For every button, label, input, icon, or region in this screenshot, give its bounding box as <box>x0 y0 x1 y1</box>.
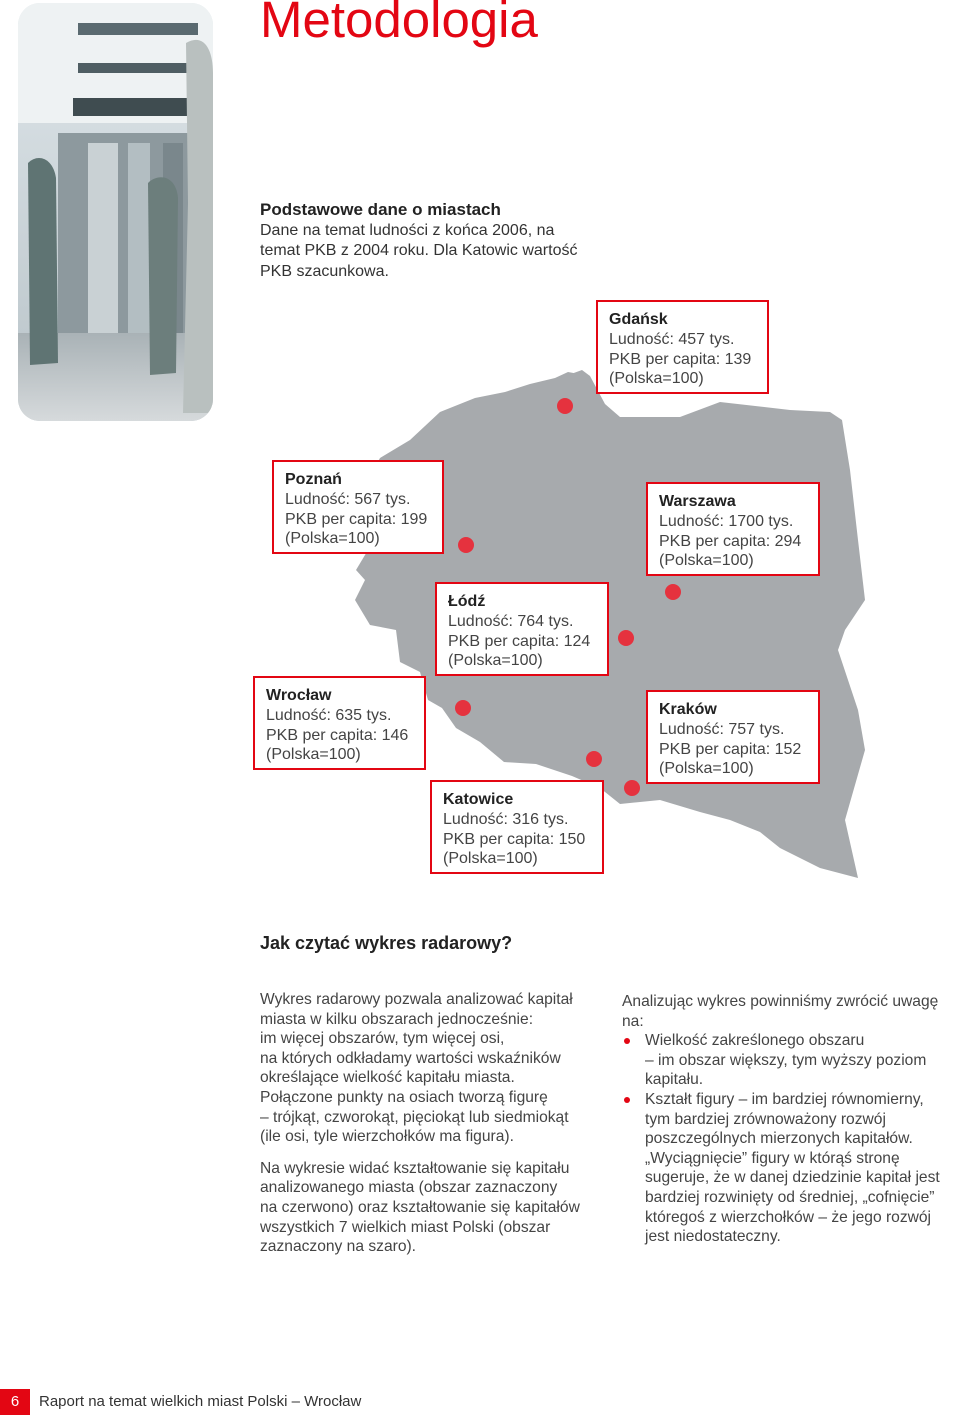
text-line: „Wyciągnięcie” figury w którąś stronę <box>645 1149 900 1167</box>
text-line: jest niedostateczny. <box>645 1228 781 1246</box>
city-gdp: PKB per capita: 146 <box>266 726 409 744</box>
bullet-list <box>622 1031 960 1247</box>
text-line: określające wielkość kapitału miasta. <box>260 1069 515 1087</box>
text-line: tym bardziej zrównoważony rozwój <box>645 1110 886 1128</box>
city-box-lodz <box>435 582 609 676</box>
text-line: zaznaczony na szaro). <box>260 1238 417 1256</box>
text-line: Kształt figury – im bardziej równomierny, <box>645 1090 924 1108</box>
city-box-gdansk <box>596 300 769 394</box>
page-footer <box>0 1389 960 1415</box>
text-line: na czerwono) oraz kształtowanie się kapitałów <box>260 1198 580 1216</box>
text-line: na których odkładamy wartości wskaźników <box>260 1049 561 1067</box>
text-line: na: <box>622 1012 644 1030</box>
text-line: Połączone punkty na osiach tworzą figurę <box>260 1088 548 1106</box>
city-name: Łódź <box>448 593 486 610</box>
city-name: Katowice <box>443 791 514 808</box>
list-item <box>622 1031 960 1090</box>
intro-line: Dane na temat ludności z końca 2006, na <box>260 221 555 239</box>
text-line: sugeruje, że w danej dziedzinie kapitał jest <box>645 1169 940 1187</box>
city-marker-poznan[interactable] <box>458 537 474 553</box>
city-marker-warszawa[interactable] <box>665 584 681 600</box>
intro-line: PKB szacunkowa. <box>260 262 389 280</box>
text-line: Wykres radarowy pozwala analizować kapitał <box>260 991 573 1008</box>
city-marker-lodz[interactable] <box>618 630 634 646</box>
city-population: Ludność: 757 tys. <box>659 720 785 738</box>
text-line: Wielkość zakreślonego obszaru <box>645 1032 865 1050</box>
city-marker-krakow[interactable] <box>624 780 640 796</box>
section-title: Jak czytać wykres radarowy? <box>260 933 513 953</box>
city-population: Ludność: 635 tys. <box>266 706 392 724</box>
city-ref: (Polska=100) <box>609 370 704 388</box>
city-name: Warszawa <box>659 493 736 510</box>
city-ref: (Polska=100) <box>443 850 538 868</box>
building-photo <box>18 3 213 421</box>
city-box-poznan <box>272 460 444 554</box>
city-box-wroclaw <box>253 676 426 770</box>
city-population: Ludność: 567 tys. <box>285 490 411 508</box>
city-ref: (Polska=100) <box>659 760 754 778</box>
city-box-katowice <box>430 780 604 874</box>
city-ref: (Polska=100) <box>448 652 543 670</box>
city-population: Ludność: 457 tys. <box>609 330 735 348</box>
city-box-krakow <box>646 690 820 784</box>
city-name: Wrocław <box>266 687 332 704</box>
city-box-warszawa <box>646 482 820 576</box>
city-population: Ludność: 316 tys. <box>443 810 569 828</box>
text-line: Na wykresie widać kształtowanie się kapitału <box>260 1159 570 1177</box>
page-number: 6 <box>0 1389 30 1415</box>
city-population: Ludność: 764 tys. <box>448 612 574 630</box>
footer-text: Raport na temat wielkich miast Polski – Wrocław <box>39 1393 362 1410</box>
city-gdp: PKB per capita: 150 <box>443 830 586 848</box>
text-line: poszczególnych mierzonych kapitałów. <box>645 1130 913 1148</box>
city-marker-gdansk[interactable] <box>557 398 573 414</box>
text-column-right <box>622 992 960 1247</box>
paragraph <box>622 992 960 1031</box>
city-name: Poznań <box>285 471 342 488</box>
text-line: wszystkich 7 wielkich miast Polski (obszar <box>260 1218 551 1236</box>
paragraph <box>260 990 610 1147</box>
text-line: – trójkąt, czworokąt, pięciokąt lub siedmiokąt <box>260 1108 569 1126</box>
text-line: bardziej rozwinięty od średniej, „cofnięcie” <box>645 1188 935 1206</box>
city-gdp: PKB per capita: 199 <box>285 510 428 528</box>
city-name: Kraków <box>659 701 717 718</box>
text-line: miasta w kilku obszarach jednocześnie: <box>260 1010 534 1028</box>
city-marker-wroclaw[interactable] <box>455 700 471 716</box>
city-gdp: PKB per capita: 152 <box>659 740 802 758</box>
city-gdp: PKB per capita: 294 <box>659 532 802 550</box>
text-line: któregoś z wierzchołków – że jego rozwój <box>645 1208 932 1226</box>
city-gdp: PKB per capita: 124 <box>448 632 591 650</box>
city-gdp: PKB per capita: 139 <box>609 350 752 368</box>
city-population: Ludność: 1700 tys. <box>659 512 794 530</box>
city-ref: (Polska=100) <box>659 552 754 570</box>
city-ref: (Polska=100) <box>266 746 361 764</box>
city-ref: (Polska=100) <box>285 530 380 548</box>
paragraph <box>260 1159 610 1257</box>
intro-block <box>260 200 620 282</box>
city-marker-katowice[interactable] <box>586 751 602 767</box>
intro-line: temat PKB z 2004 roku. Dla Katowic wartość <box>260 242 578 259</box>
text-column-left <box>260 990 610 1269</box>
text-line: Analizując wykres powinniśmy zwrócić uwagę <box>622 993 939 1010</box>
text-line: (ile osi, tyle wierzchołków ma figura). <box>260 1128 514 1146</box>
intro-heading: Podstawowe dane o miastach <box>260 200 501 219</box>
text-line: kapitału. <box>645 1071 704 1089</box>
text-line: analizowanego miasta (obszar zaznaczony <box>260 1179 558 1197</box>
page-title: Metodologia <box>260 0 538 48</box>
text-line: im więcej obszarów, tym więcej osi, <box>260 1030 505 1048</box>
text-line: – im obszar większy, tym wyższy poziom <box>645 1051 927 1069</box>
list-item <box>622 1090 960 1247</box>
city-name: Gdańsk <box>609 311 668 328</box>
